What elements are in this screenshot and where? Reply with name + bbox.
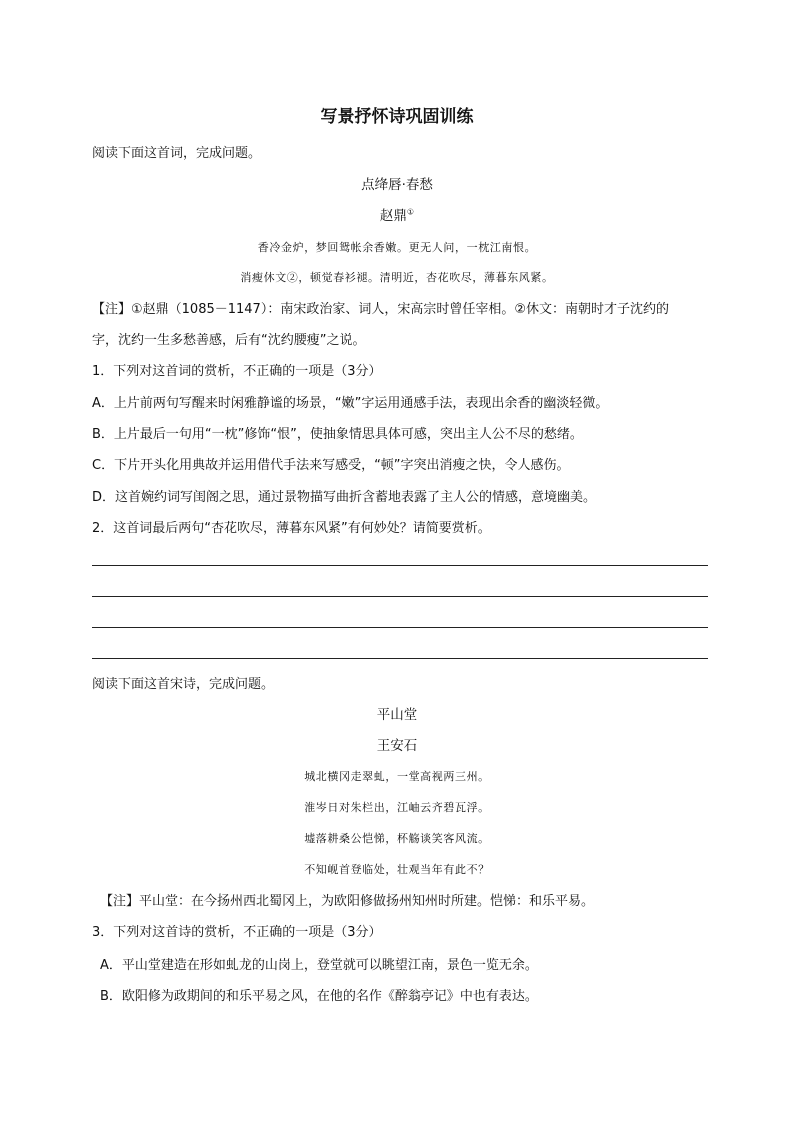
question-3-option-b: B．欧阳修为政期间的和乐平易之风，在他的名作《醉翁亭记》中也有表达。 [100,989,538,1004]
question-1-option-b: B．上片最后一句用“一枕”修饰“恨”，使抽象情思具体可感，突出主人公不尽的愁绪。 [92,427,583,442]
footnote-marker: ① [406,207,415,217]
answer-line-1 [92,565,708,566]
section2-intro: 阅读下面这首宋诗，完成问题。 [92,677,275,692]
question-3-option-a: A．平山堂建造在形如虬龙的山岗上，登堂就可以眺望江南，景色一览无余。 [100,958,538,973]
question-2-stem: 2．这首词最后两句“杏花吹尽，薄暮东风紧”有何妙处？请简要赏析。 [92,521,491,536]
section2-author: 王安石 [376,738,418,754]
section1-verse-2: 消瘦休文②，顿觉春衫褪。清明近，杏花吹尽，薄暮东风紧。 [240,271,554,284]
question-1-option-d: D．这首婉约词写闺阁之思，通过景物描写曲折含蓄地表露了主人公的情感，意境幽美。 [92,490,597,505]
section1-poem-title: 点绛唇·春愁 [361,177,433,193]
section1-author [0,208,794,224]
section2-note: 【注】平山堂：在今扬州西北蜀冈上，为欧阳修做扬州知州时所建。恺悌：和乐平易。 [100,894,595,909]
section1-author-name: 赵鼎 [379,208,407,224]
section1-intro: 阅读下面这首词，完成问题。 [92,146,262,161]
question-1-option-c: C．下片开头化用典故并运用借代手法来写感受，“顿”字突出消瘦之快，令人感伤。 [92,458,570,473]
question-1-option-a: A．上片前两句写醒来时闲雅静谧的场景，“嫩”字运用通感手法，表现出余香的幽淡轻微。 [92,396,609,411]
section2-verse-3: 墟落耕桑公恺悌，杯觞谈笑客风流。 [304,832,490,845]
question-1-stem: 1．下列对这首词的赏析，不正确的一项是（3分） [92,364,382,379]
document-title: 写景抒怀诗巩固训练 [320,107,474,127]
section2-verse-4: 不知岘首登临处，壮观当年有此不？ [304,863,490,876]
question-3-stem: 3．下列对这首诗的赏析，不正确的一项是（3分） [92,925,382,940]
answer-line-3 [92,627,708,628]
answer-line-2 [92,596,708,597]
section1-verse-1: 香冷金炉，梦回鸳帐余香嫩。更无人问，一枕江南恨。 [257,241,537,254]
section1-note-line-2: 字，沈约一生多愁善感，后有“沈约腰瘦”之说。 [92,333,366,348]
section2-verse-2: 淮岑日对朱栏出，江岫云齐碧瓦浮。 [304,801,490,814]
section1-note-line-1: 【注】①赵鼎（1085－1147）：南宋政治家、词人，宋高宗时曾任宰相。②休文：南朝时才子沈约的 [92,302,669,317]
answer-line-4 [92,658,708,659]
section2-verse-1: 城北横冈走翠虬，一堂高视两三州。 [304,770,490,783]
section2-poem-title: 平山堂 [376,707,418,723]
